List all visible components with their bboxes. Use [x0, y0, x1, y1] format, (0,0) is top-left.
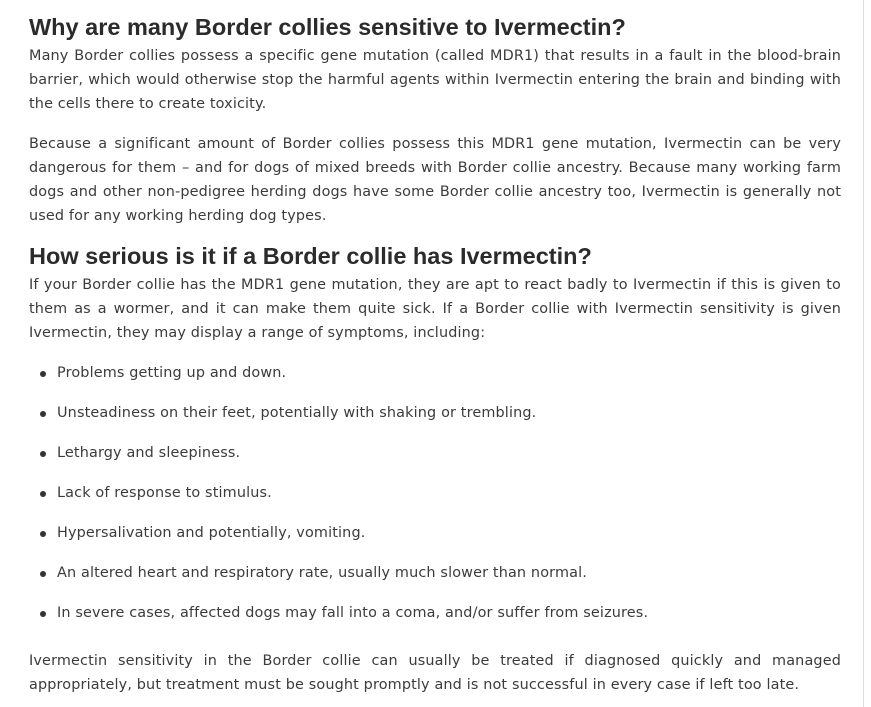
list-item-text: Lack of response to stimulus. — [57, 485, 272, 501]
section-heading-sensitivity: Why are many Border collies sensitive to Ivermectin? — [29, 14, 626, 40]
symptoms-list — [29, 361, 841, 625]
list-item — [29, 561, 841, 585]
list-item-text: Problems getting up and down. — [57, 365, 287, 381]
bullet-icon — [40, 491, 46, 497]
list-item-text: Lethargy and sleepiness. — [57, 445, 241, 461]
list-item — [29, 481, 841, 505]
list-item-text: Hypersalivation and potentially, vomiting. — [57, 525, 366, 541]
bullet-icon — [40, 451, 46, 457]
bullet-icon — [40, 371, 46, 377]
list-item — [29, 441, 841, 465]
list-item-text: An altered heart and respiratory rate, usually much slower than normal. — [57, 565, 587, 581]
list-item — [29, 401, 841, 425]
paragraph-mdr1-mutation: Many Border collies possess a specific gene mutation (called MDR1) that results in a fault in the blood-brain barrier, which would otherwise stop the harmful agents within Ivermectin entering the brain and binding with the cells there to create toxicity. — [29, 48, 841, 112]
bullet-icon — [40, 411, 46, 417]
paragraph-mixed-breeds: Because a significant amount of Border collies possess this MDR1 gene mutation, Ivermectin can be very dangerous for them – and for dogs of mixed breeds with Border collie ancestry. Because many working farm dogs and other non-pedigree herding dogs have some Border collie ancestry too, Ivermectin is generally not used for any working herding dog types. — [29, 136, 841, 224]
list-item — [29, 601, 841, 625]
list-item-text: Unsteadiness on their feet, potentially with shaking or trembling. — [57, 405, 537, 421]
section-heading-seriousness: How serious is it if a Border collie has Ivermectin? — [29, 243, 592, 269]
list-item-text: In severe cases, affected dogs may fall into a coma, and/or suffer from seizures. — [57, 605, 649, 621]
bullet-icon — [40, 571, 46, 577]
bullet-icon — [40, 611, 46, 617]
page-edge-divider — [863, 0, 864, 707]
bullet-icon — [40, 531, 46, 537]
paragraph-treatment: Ivermectin sensitivity in the Border collie can usually be treated if diagnosed quickly and managed appropriately, but treatment must be sought promptly and is not successful in every case if left too late. — [29, 653, 841, 693]
list-item — [29, 521, 841, 545]
paragraph-symptoms-intro: If your Border collie has the MDR1 gene mutation, they are apt to react badly to Ivermectin if this is given to them as a wormer, and it can make them quite sick. If a Border collie with Ivermectin sensitivity is given Ivermectin, they may display a range of symptoms, including: — [29, 277, 841, 341]
list-item — [29, 361, 841, 385]
article-content — [29, 0, 841, 697]
